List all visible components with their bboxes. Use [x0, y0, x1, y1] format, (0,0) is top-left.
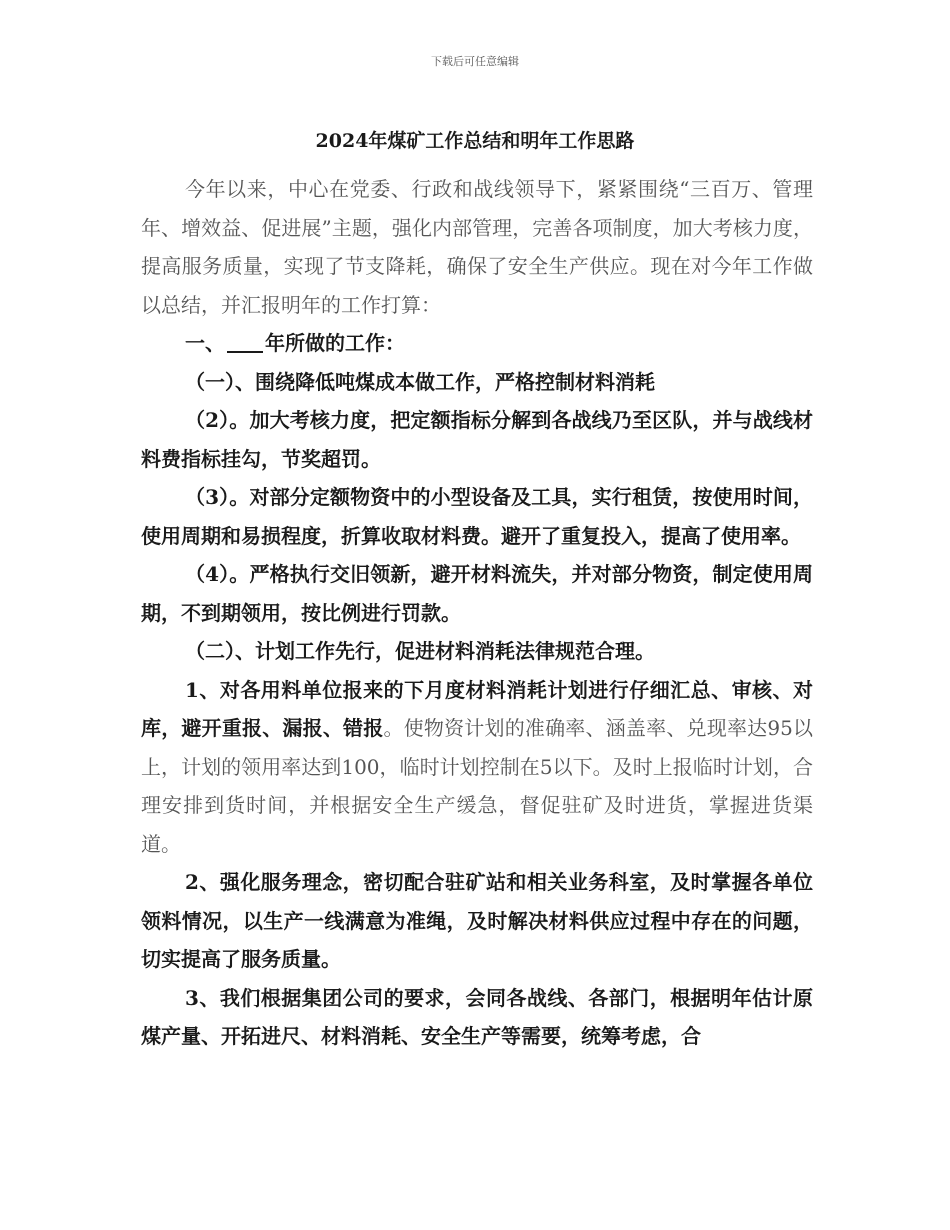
document-title: 2024年煤矿工作总结和明年工作思路 — [315, 130, 635, 152]
section-1-prefix: 一、 — [185, 331, 225, 355]
page-header-note: 下载后可任意编辑 — [431, 55, 519, 68]
subsection-2-heading: （二）、计划工作先行，促进材料消耗法律规范合理。 — [185, 639, 655, 663]
paragraph-1-rest: 。使物资计划的准确率、涵盖率、兑现率达95以上，计划的领用率达到100，临时计划控制在5以下。及时上报临时计划，合理安排到货时间，并根据安全生产缓急，督促驻矿及时进货，掌握进货渠道。 — [141, 716, 814, 856]
item-4-paragraph: （4）。严格执行交旧领新，避开材料流失，并对部分物资，制定使用周期，不到期领用，按比例进行罚款。 — [141, 562, 813, 625]
paragraph-1-bold: 1、对各用料单位报来的下月度材料消耗计划进行仔细汇总、审核、对库，避开重报、漏报、错报 — [141, 677, 813, 740]
paragraph-1 — [141, 671, 813, 864]
year-blank — [227, 329, 263, 353]
item-3-paragraph: （3）。对部分定额物资中的小型设备及工具，实行租赁，按使用时间，使用周期和易损程度，折算收取材料费。避开了重复投入，提高了使用率。 — [141, 485, 813, 548]
item-2-paragraph: （2）。加大考核力度，把定额指标分解到各战线乃至区队，并与战线材料费指标挂勾，节奖超罚。 — [141, 408, 813, 471]
section-1-heading — [141, 324, 813, 363]
intro-paragraph: 今年以来，中心在党委、行政和战线领导下，紧紧围绕“三百万、管理年、增效益、促进展”主题，强化内部管理，完善各项制度，加大考核力度，提高服务质量，实现了节支降耗，确保了安全生产供应。现在对今年工作做以总结，并汇报明年的工作打算： — [141, 177, 813, 317]
section-1-suffix: 年所做的工作： — [265, 331, 405, 355]
document-body — [141, 170, 813, 1056]
paragraph-2: 2、强化服务理念，密切配合驻矿站和相关业务科室，及时掌握各单位领料情况，以生产一线满意为准绳，及时解决材料供应过程中存在的问题，切实提高了服务质量。 — [141, 870, 813, 971]
subsection-1-heading: （一）、围绕降低吨煤成本做工作，严格控制材料消耗 — [185, 369, 655, 394]
paragraph-3: 3、我们根据集团公司的要求，会同各战线、各部门，根据明年估计原煤产量、开拓进尺、材料消耗、安全生产等需要，统筹考虑，合 — [141, 985, 813, 1048]
